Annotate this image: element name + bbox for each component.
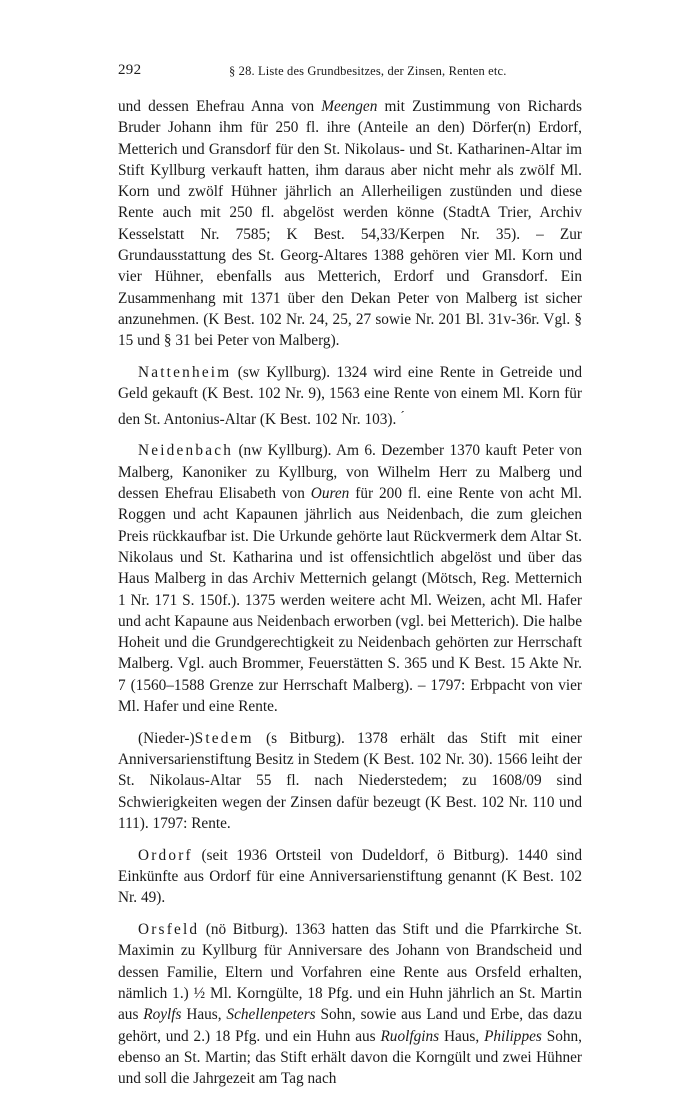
main-text bbox=[118, 96, 582, 1100]
place-name: Orsfeld bbox=[138, 921, 200, 939]
entry-ordorf bbox=[118, 845, 582, 909]
entry-text: (seit 1936 Ortsteil von Dudeldorf, ö Bitburg). 1440 sind Einkünfte aus Ordorf für eine Anniversarienstiftung genannt (K Best. 102 Nr. 49). bbox=[118, 846, 582, 907]
entry-stedem bbox=[118, 728, 582, 834]
entry-text: (sw Kyllburg). 1324 wird eine Rente in Getreide und Geld gekauft (K Best. 102 Nr. 9), 1563 eine Rente von einem Ml. Korn für den St. Antonius-Altar (K Best. 102 Nr. 103). bbox=[118, 364, 582, 428]
text-run: und dessen Ehefrau Anna von bbox=[118, 98, 322, 115]
italic-name: Ruolfgins bbox=[380, 1027, 440, 1045]
entry-text: Sohn, sowie aus Land und Erbe, das dazu gehört, und 2.) 18 Pfg. und ein Huhn aus bbox=[118, 1006, 582, 1045]
text-run: mit Zustimmung von Richards Bruder Johann ihm für 250 fl. ihre (Anteile an den) Dörfer(n) Erdorf, Metterich und Gransdorf für den St. Nikolaus- und St. Katharinen-Altar im Stift Kyllburg verkauft hatten, ihm daraus aber nicht mehr als zwölf Ml. Korn und zwölf Hühner jährlich an Allerheiligen zustünden und diese Rente auch mit 250 fl. abgelöst werden könne (StadtA Trier, Archiv Kesselstatt Nr. 7585; K Best. 54,33/Kerpen Nr. 35). – Zur Grundausstattung des St. Georg-Altares 1388 gehören vier Ml. Korn und vier Hühner, ebenfalls aus Metterich, Erdorf und Gransdorf. Ein Zusammenhang mit 1371 über den Dekan Peter von Malberg ist sicher anzunehmen. (K Best. 102 Nr. 24, 25, 27 sowie Nr. 201 Bl. 31v-36r. Vgl. § 15 und § 31 bei Peter von Malberg). bbox=[118, 98, 582, 350]
entry-text: Sohn, ebenso an St. Martin; das Stift erhält davon die Korngült und zwei Hühner und soll die Jahrgezeit am Tag nach bbox=[118, 1027, 582, 1088]
page-number: 292 bbox=[118, 62, 142, 78]
italic-name: Ouren bbox=[310, 485, 350, 503]
entry-text: (s Bitburg). 1378 erhält das Stift mit einer Anniversarienstiftung Besitz in Stedem (K Best. 102 Nr. 30). 1566 leiht der St. Nikolaus-Altar 55 fl. nach Niederstedem; zu 1608/09 sind Schwierigkeiten wegen der Zinsen dafür bezeugt (K Best. 102 Nr. 110 und 111). 1797: Rente. bbox=[118, 729, 582, 832]
entry-orsfeld bbox=[118, 919, 582, 1089]
entry-text: Haus, bbox=[181, 1006, 227, 1024]
running-title: § 28. Liste des Grundbesitzes, der Zinsen, Renten etc. bbox=[229, 64, 507, 78]
italic-name: Meengen bbox=[321, 98, 378, 115]
place-name: Ordorf bbox=[138, 846, 193, 864]
entry-text: für 200 fl. eine Rente von acht Ml. Roggen und acht Kapaunen jährlich aus Neidenbach, die zum gleichen Preis rückkaufbar ist. Die Urkunde gehörte laut Rückvermerk dem Altar St. Nikolaus und St. Katharina und ist offensichtlich abgelöst und über das Haus Malberg in das Archiv Metternich gelangt (Mötsch, Reg. Metternich 1 Nr. 171 S. 150f.). 1375 werden weitere acht Ml. Weizen, acht Ml. Hafer und acht Kapaune aus Neidenbach erworben (vgl. bei Metterich). Die halbe Hoheit und die Grundgerechtigkeit zu Neidenbach gehörten zur Herrschaft Malberg. Vgl. auch Brommer, Feuerstätten S. 365 und K Best. 15 Akte Nr. 7 (1560–1588 Grenze zur Herrschaft Malberg). – 1797: Erbpacht von vier Ml. Hafer und eine Rente. bbox=[118, 485, 582, 716]
italic-name: Schellenpeters bbox=[226, 1006, 316, 1024]
entry-neidenbach bbox=[118, 440, 582, 717]
entry-text: (nö Bitburg). 1363 hatten das Stift und die Pfarrkirche St. Maximin zu Kyllburg für Anniversare des Johann von Brandscheid und dessen Familie, Eltern und Vorfahren eine Rente aus Orsfeld erhalten, nämlich 1.) ½ Ml. Korngülte, 18 Pfg. und ein Huhn jährlich an St. Martin aus bbox=[118, 921, 582, 1024]
running-head bbox=[118, 62, 582, 82]
place-name: Nattenheim bbox=[138, 364, 232, 382]
place-name: Stedem bbox=[194, 729, 254, 747]
entry-text: Haus, bbox=[439, 1027, 485, 1045]
place-name: Neidenbach bbox=[138, 442, 234, 460]
entry-text: (nw Kyllburg). Am 6. Dezember 1370 kauft Peter von Malberg, Kanoniker zu Kyllburg, von Wilhelm Herr zu Malberg und dessen Ehefrau Elisabeth von bbox=[118, 442, 582, 503]
italic-name: Roylfs bbox=[143, 1006, 182, 1024]
paragraph-continuation bbox=[118, 96, 582, 352]
place-prefix: (Nieder-) bbox=[138, 729, 195, 747]
entry-nattenheim bbox=[118, 362, 582, 430]
stray-mark: ´ bbox=[400, 407, 405, 423]
italic-name: Philippes bbox=[484, 1027, 542, 1045]
